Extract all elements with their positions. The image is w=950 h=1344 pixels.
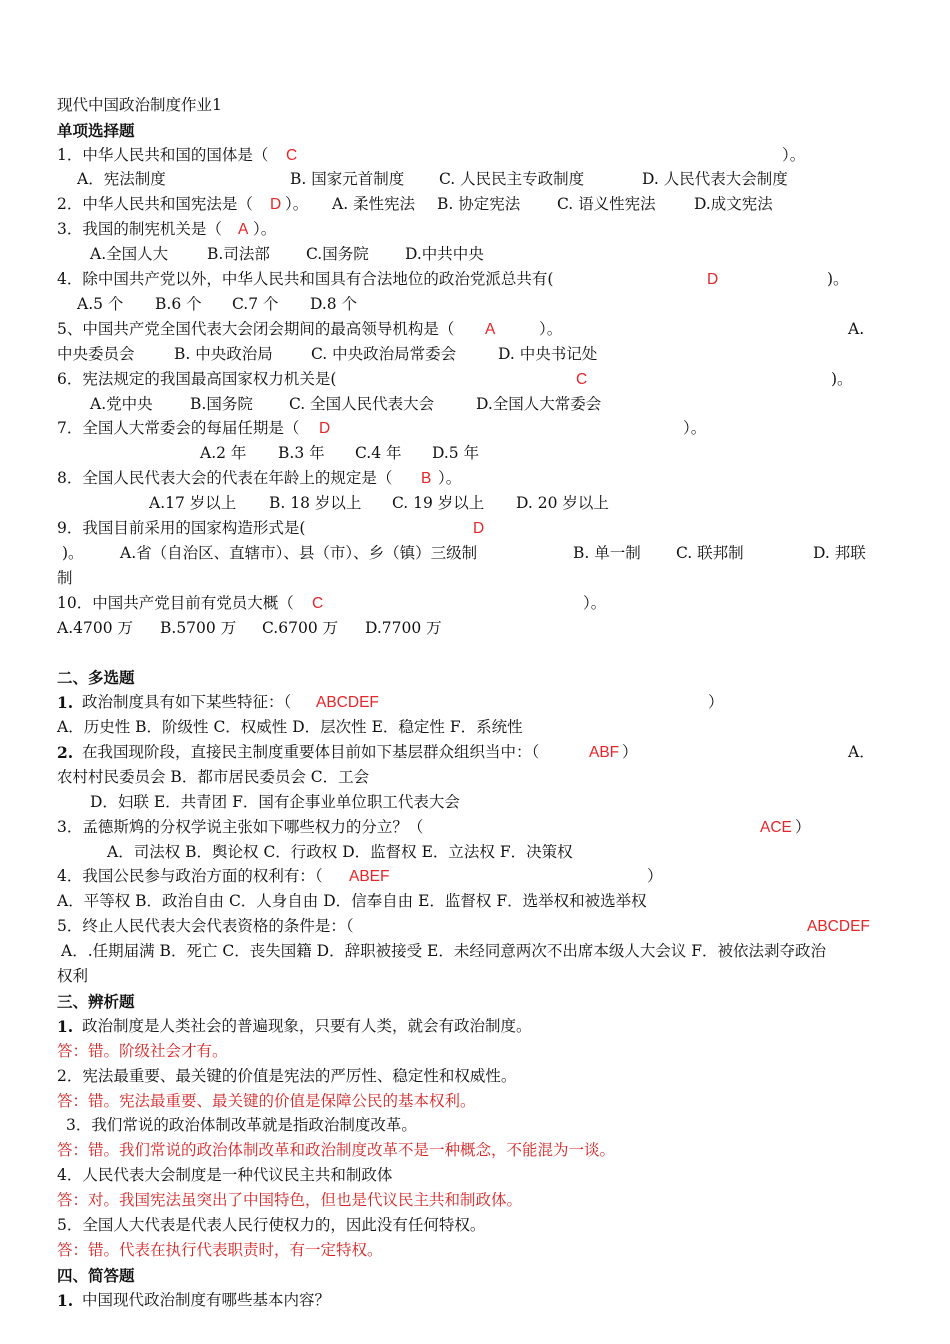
question-10: 10．中国共产党目前有党员大概（ C ）。 — [57, 591, 880, 616]
multi-question-3-options: A．司法权 B．舆论权 C．行政权 D．监督权 E．立法权 F．决策权 — [107, 843, 573, 861]
question-4: 4．除中国共产党以外，中华人民共和国具有合法地位的政治党派总共有( D )。 — [57, 267, 880, 292]
doc-title: 现代中国政治制度作业1 — [57, 96, 222, 114]
multi-question-1: 1. 政治制度具有如下某些特征：（ ABCDEF ） — [57, 690, 880, 715]
question-2: 2．中华人民共和国宪法是（ D ）。 A. 柔性宪法 B. 协定宪法 C. 语义性宪法 D.成文宪法 — [57, 192, 880, 217]
answer: C — [312, 595, 324, 612]
answer: D — [707, 271, 719, 288]
multi-question-5: 5．终止人民代表大会代表资格的条件是：（ ABCDEF — [57, 914, 880, 939]
question-7-options: A.2 年 B.3 年 C.4 年 D.5 年 — [200, 444, 480, 462]
answer: D — [319, 420, 331, 437]
multi-question-1-options: A．历史性 B．阶级性 C．权威性 D．层次性 E．稳定性 F．系统性 — [57, 718, 523, 736]
multi-question-4-options: A．平等权 B．政治自由 C．人身自由 D．信奉自由 E．监督权 F．选举权和被选举权 — [57, 892, 647, 910]
judge-question-1: 1. 政治制度是人类社会的普遍现象，只要有人类，就会有政治制度。 — [57, 1017, 532, 1036]
multi-question-4: 4．我国公民参与政治方面的权利有：（ ABEF ） — [57, 864, 880, 889]
answer: ABF — [589, 744, 620, 761]
question-8: 8．全国人民代表大会的代表在年龄上的规定是（ B ）。 — [57, 466, 880, 491]
answer: C — [576, 371, 588, 388]
question-9-options: )。 A.省（自治区、直辖市）、县（市）、乡（镇）三级制 B. 单一制 C. 联邦制 D. 邦联 — [62, 544, 866, 562]
answer: A — [485, 321, 496, 338]
judge-question-2: 2．宪法最重要、最关键的价值是宪法的严厉性、稳定性和权威性。 — [57, 1067, 517, 1085]
multi-question-2-options: 农村村民委员会 B．都市居民委员会 C．工会 — [57, 768, 370, 786]
multi-question-5-options: A．.任期届满 B．死亡 C．丧失国籍 D．辞职被接受 E．未经同意两次不出席本级人大会议 F．被依法剥夺政治 — [61, 942, 827, 960]
multi-question-5-wrap: 权利 — [57, 967, 89, 985]
question-1-options: A．宪法制度 B. 国家元首制度 C. 人民民主专政制度 D. 人民代表大会制度 — [77, 170, 788, 188]
multi-question-2: 2. 在我国现阶段，直接民主制度重要体目前如下基层群众组织当中：（ ABF ） A． — [57, 740, 880, 765]
judge-question-3: 3．我们常说的政治体制改革就是指政治制度改革。 — [66, 1116, 417, 1134]
question-6-options: A.党中央 B.国务院 C. 全国人民代表大会 D.全国人大常委会 — [90, 395, 602, 413]
question-3: 3．我国的制宪机关是（ A ）。 — [57, 217, 880, 242]
question-8-options: A.17 岁以上 B. 18 岁以上 C. 19 岁以上 D. 20 岁以上 — [149, 494, 609, 512]
answer: D — [473, 520, 485, 537]
judge-answer-4: 答：对。我国宪法虽突出了中国特色，但也是代议民主共和制政体。 — [57, 1191, 523, 1209]
section-single-choice: 单项选择题 — [57, 121, 135, 140]
answer: A — [238, 221, 249, 238]
answer: ACE — [760, 819, 792, 836]
multi-question-2-options-2: D．妇联 E．共青团 F．国有企事业单位职工代表大会 — [90, 793, 460, 811]
question-7: 7．全国人大常委会的每届任期是（ D ）。 — [57, 416, 880, 441]
answer: ABCDEF — [807, 918, 870, 935]
question-3-options: A.全国人大 B.司法部 C.国务院 D.中共中央 — [90, 245, 484, 263]
question-10-options: A.4700 万 B.5700 万 C.6700 万 D.7700 万 — [57, 619, 442, 637]
multi-question-3: 3．孟德斯鸩的分权学说主张如下哪些权力的分立？（ ACE ） — [57, 815, 880, 840]
answer: B — [421, 470, 432, 487]
question-9-wrap: 制 — [57, 569, 73, 587]
question-1: 1．中华人民共和国的国体是（ C ）。 — [57, 143, 880, 168]
judge-answer-3: 答：错。我们常说的政治体制改革和政治制度改革不是一种概念，不能混为一谈。 — [57, 1141, 616, 1159]
question-4-options: A.5 个 B.6 个 C.7 个 D.8 个 — [77, 295, 358, 313]
judge-question-4: 4．人民代表大会制度是一种代议民主共和制政体 — [57, 1166, 393, 1184]
question-9: 9．我国目前采用的国家构造形式是( D — [57, 516, 880, 541]
answer: ABCDEF — [316, 694, 379, 711]
section-multi-choice: 二、多选题 — [57, 668, 135, 687]
question-5: 5、中国共产党全国代表大会闭会期间的最高领导机构是（ A ）。 A. — [57, 317, 880, 342]
answer: D — [270, 196, 282, 213]
question-5-options: 中央委员会 B. 中央政治局 C. 中央政治局常委会 D. 中央书记处 — [57, 345, 598, 363]
section-short-answer: 四、简答题 — [57, 1266, 135, 1285]
judge-answer-2: 答：错。宪法最重要、最关键的价值是保障公民的基本权利。 — [57, 1092, 476, 1110]
judge-answer-5: 答：错。代表在执行代表职责时，有一定特权。 — [57, 1241, 383, 1259]
question-6: 6．宪法规定的我国最高国家权力机关是( C )。 — [57, 367, 880, 392]
answer: ABEF — [349, 868, 390, 885]
judge-answer-1: 答：错。阶级社会才有。 — [57, 1042, 228, 1060]
section-judge: 三、辨析题 — [57, 992, 135, 1011]
answer: C — [286, 147, 298, 164]
judge-question-5: 5．全国人大代表是代表人民行使权力的，因此没有任何特权。 — [57, 1216, 486, 1234]
short-question-1: 1. 中国现代政治制度有哪些基本内容？ — [57, 1291, 331, 1310]
